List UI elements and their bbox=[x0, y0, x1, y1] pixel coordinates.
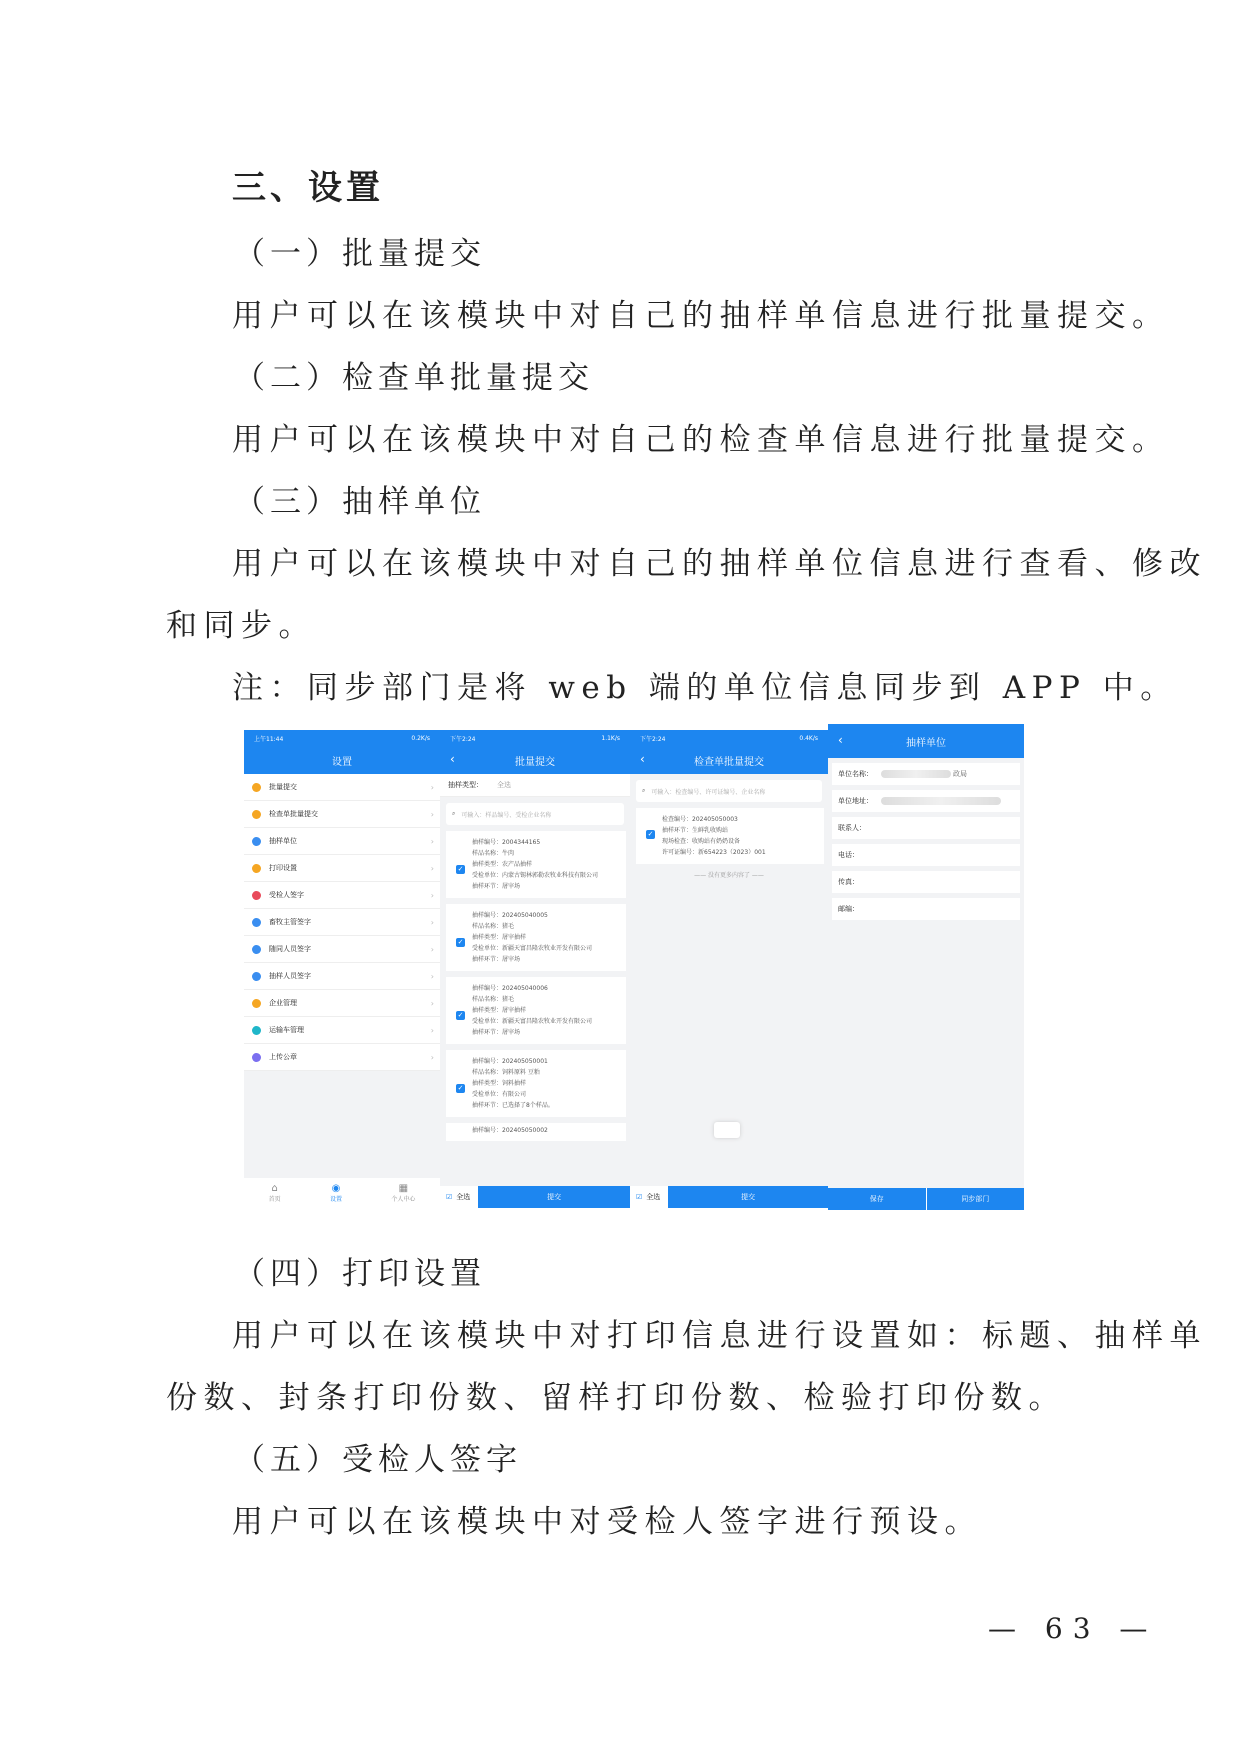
sample-name: 饲料原料 豆粕 bbox=[502, 1069, 540, 1076]
chevron-right-icon: › bbox=[430, 890, 434, 900]
type-value: 全选 bbox=[497, 781, 511, 789]
grid-icon: ▦ bbox=[398, 1183, 409, 1194]
chevron-right-icon: › bbox=[430, 1052, 434, 1062]
settings-item-label: 批量提交 bbox=[269, 783, 297, 791]
redacted-value bbox=[881, 770, 951, 778]
list-item[interactable] bbox=[446, 977, 626, 1044]
unit-name-suffix: 政局 bbox=[953, 770, 967, 778]
nav-title: 抽样单位 bbox=[906, 737, 946, 749]
status-time: 下午2:24 bbox=[450, 735, 476, 743]
batch-submit-screen bbox=[440, 730, 630, 1208]
chevron-right-icon: › bbox=[430, 971, 434, 981]
save-button[interactable]: 保存 bbox=[828, 1188, 927, 1210]
chevron-right-icon: › bbox=[430, 809, 434, 819]
sample-unit-label: 受检单位： bbox=[472, 945, 503, 952]
sample-unit: 有限公司 bbox=[502, 1091, 527, 1098]
sample-type: 屠宰抽样 bbox=[502, 1007, 527, 1014]
sample-name: 猪毛 bbox=[502, 996, 515, 1003]
select-all-label: 全选 bbox=[456, 1193, 471, 1201]
list-item[interactable] bbox=[636, 808, 824, 864]
sample-no: 202405050001 bbox=[502, 1058, 548, 1065]
unit-field[interactable] bbox=[832, 763, 1020, 785]
sample-stage-label: 抽样环节： bbox=[472, 883, 503, 890]
unit-field-label: 电话： bbox=[838, 851, 859, 859]
type-filter[interactable] bbox=[440, 774, 630, 797]
check-item: 收购站有奶奶设备 bbox=[692, 838, 741, 845]
sample-no-label: 抽样编号： bbox=[472, 839, 503, 846]
status-time: 上午11:44 bbox=[254, 735, 284, 743]
settings-icon: ◉ bbox=[331, 1183, 341, 1194]
sample-no-label: 抽样编号： bbox=[472, 1058, 503, 1065]
tab-home[interactable] bbox=[269, 1183, 281, 1203]
back-icon[interactable]: ‹ bbox=[838, 733, 843, 747]
unit-field[interactable] bbox=[832, 898, 1020, 920]
paragraph-1: 用户可以在该模块中对自己的抽样单信息进行批量提交。 bbox=[232, 298, 1170, 334]
sample-stage: 已选择了8个样品。 bbox=[502, 1102, 554, 1109]
subsection-title-5: （五）受检人签字 bbox=[234, 1442, 522, 1478]
sample-stage: 屠宰场 bbox=[502, 1029, 521, 1036]
checkbox-icon[interactable]: ✓ bbox=[457, 865, 464, 873]
nav-bar bbox=[828, 724, 1024, 758]
subsection-title-2: （二）检查单批量提交 bbox=[234, 360, 594, 396]
select-all-checkbox[interactable]: ☑ bbox=[446, 1193, 453, 1201]
settings-item-icon bbox=[252, 945, 261, 954]
unit-bottom-bar bbox=[828, 1188, 1024, 1210]
select-all-label: 全选 bbox=[646, 1193, 661, 1201]
end-of-list-text: —— 没有更多内容了 —— bbox=[694, 872, 764, 879]
unit-field-label: 传真： bbox=[838, 878, 859, 886]
check-item-label: 现场检查： bbox=[662, 838, 693, 845]
back-icon[interactable]: ‹ bbox=[640, 752, 645, 766]
tab-profile[interactable] bbox=[391, 1183, 415, 1203]
paragraph-3-line1: 用户可以在该模块中对自己的抽样单位信息进行查看、修改 bbox=[232, 546, 1207, 582]
home-icon: ⌂ bbox=[271, 1183, 278, 1194]
settings-item[interactable] bbox=[244, 828, 440, 855]
sample-name-label: 样品名称： bbox=[472, 996, 503, 1003]
settings-item-label: 抽样人员签字 bbox=[269, 972, 311, 980]
subsection-title-4: （四）打印设置 bbox=[234, 1256, 486, 1292]
sample-name: 牛肉 bbox=[502, 850, 515, 857]
redacted-value bbox=[881, 797, 1001, 805]
sync-department-button[interactable]: 同步部门 bbox=[927, 1188, 1025, 1210]
select-all-checkbox[interactable]: ☑ bbox=[636, 1193, 643, 1201]
unit-field[interactable] bbox=[832, 871, 1020, 893]
settings-item[interactable] bbox=[244, 909, 440, 936]
settings-list bbox=[244, 774, 440, 1071]
app-screenshots bbox=[244, 730, 1028, 1216]
sample-no: 202405040006 bbox=[502, 985, 548, 992]
sample-unit: 新疆天富昌隆农牧业开发有限公司 bbox=[502, 1018, 593, 1025]
settings-item[interactable] bbox=[244, 963, 440, 990]
unit-field-label: 单位地址： bbox=[838, 797, 873, 805]
check-batch-screen bbox=[630, 730, 828, 1208]
sample-name-label: 样品名称： bbox=[472, 850, 503, 857]
settings-item[interactable] bbox=[244, 1044, 440, 1071]
batch-bottom-bar bbox=[440, 1186, 630, 1208]
section-heading: 三、设置 bbox=[232, 168, 384, 208]
settings-item-label: 受检人签字 bbox=[269, 891, 304, 899]
sample-stage: 屠宰场 bbox=[502, 883, 521, 890]
search-input[interactable] bbox=[636, 780, 822, 802]
tab-settings-label: 设置 bbox=[329, 1196, 342, 1203]
settings-item-icon bbox=[252, 810, 261, 819]
search-input[interactable] bbox=[446, 803, 624, 825]
settings-item[interactable] bbox=[244, 1017, 440, 1044]
status-bar bbox=[440, 730, 630, 746]
sample-type-label: 抽样类型： bbox=[472, 1007, 503, 1014]
chevron-right-icon: › bbox=[430, 1025, 434, 1035]
sample-stage-label: 抽样环节： bbox=[472, 1029, 503, 1036]
sample-no: 202405040005 bbox=[502, 912, 548, 919]
nav-bar bbox=[630, 746, 828, 774]
paragraph-2: 用户可以在该模块中对自己的检查单信息进行批量提交。 bbox=[232, 422, 1170, 458]
unit-field-label: 邮编： bbox=[838, 905, 859, 913]
paragraph-4-line2: 份数、封条打印份数、留样打印份数、检验打印份数。 bbox=[166, 1380, 1066, 1416]
tab-home-label: 首页 bbox=[268, 1196, 281, 1203]
sample-stage-label: 抽样环节： bbox=[472, 956, 503, 963]
check-no-label: 检查编号： bbox=[662, 816, 693, 823]
sample-name-label: 样品名称： bbox=[472, 1069, 503, 1076]
settings-item[interactable] bbox=[244, 774, 440, 801]
page-number: — 63 — bbox=[988, 1612, 1158, 1645]
settings-item-icon bbox=[252, 972, 261, 981]
type-label: 抽样类型： bbox=[448, 781, 483, 789]
settings-item-label: 随同人员签字 bbox=[269, 945, 311, 953]
sample-no-label: 抽样编号： bbox=[472, 985, 503, 992]
nav-title: 设置 bbox=[332, 756, 352, 768]
tab-settings[interactable] bbox=[330, 1183, 342, 1203]
settings-item[interactable] bbox=[244, 936, 440, 963]
chevron-right-icon: › bbox=[430, 998, 434, 1008]
nav-bar bbox=[440, 746, 630, 774]
list-item[interactable] bbox=[446, 1123, 626, 1141]
sampling-unit-screen bbox=[828, 724, 1024, 1210]
settings-item-label: 运输车管理 bbox=[269, 1026, 304, 1034]
sample-name-label: 样品名称： bbox=[472, 923, 503, 930]
search-icon: ⌕ bbox=[452, 810, 456, 817]
chevron-right-icon: › bbox=[430, 944, 434, 954]
sample-type-label: 抽样类型： bbox=[472, 861, 503, 868]
card-no: 202405050002 bbox=[502, 1127, 548, 1134]
settings-item[interactable] bbox=[244, 882, 440, 909]
settings-item-icon bbox=[252, 864, 261, 873]
tab-bar bbox=[244, 1178, 440, 1208]
subsection-title-3: （三）抽样单位 bbox=[234, 484, 486, 520]
settings-item[interactable] bbox=[244, 990, 440, 1017]
checkbox-icon[interactable]: ✓ bbox=[457, 938, 464, 946]
sample-type-label: 抽样类型： bbox=[472, 1080, 503, 1087]
check-bottom-bar bbox=[630, 1186, 828, 1208]
unit-field-label: 单位名称： bbox=[838, 770, 873, 778]
unit-field[interactable] bbox=[832, 844, 1020, 866]
settings-item-label: 企业管理 bbox=[269, 999, 297, 1007]
sample-type-label: 抽样类型： bbox=[472, 934, 503, 941]
settings-item[interactable] bbox=[244, 801, 440, 828]
sample-type: 饲料抽样 bbox=[502, 1080, 527, 1087]
back-icon[interactable]: ‹ bbox=[450, 752, 455, 766]
settings-item-icon bbox=[252, 1026, 261, 1035]
check-stage: 生鲜乳收购站 bbox=[692, 827, 729, 834]
settings-item[interactable] bbox=[244, 855, 440, 882]
settings-screen bbox=[244, 730, 440, 1208]
submit-button[interactable]: 提交 bbox=[668, 1186, 828, 1208]
sample-no-label: 抽样编号： bbox=[472, 912, 503, 919]
sample-no: 2004344165 bbox=[502, 839, 541, 846]
nav-title: 批量提交 bbox=[515, 756, 555, 768]
search-placeholder: 可输入：样品编号、受检企业名称 bbox=[461, 811, 552, 819]
sample-unit-label: 受检单位： bbox=[472, 1018, 503, 1025]
settings-item-label: 检查单批量提交 bbox=[269, 810, 318, 818]
sample-name: 猪毛 bbox=[502, 923, 515, 930]
sample-list bbox=[440, 831, 630, 1117]
status-speed: 1.1K/s bbox=[601, 734, 620, 742]
nav-bar bbox=[244, 746, 440, 774]
chevron-right-icon: › bbox=[430, 782, 434, 792]
unit-field[interactable] bbox=[832, 790, 1020, 812]
paragraph-5: 用户可以在该模块中对受检人签字进行预设。 bbox=[232, 1504, 982, 1540]
settings-item-icon bbox=[252, 891, 261, 900]
checkbox-icon[interactable]: ✓ bbox=[457, 1084, 464, 1092]
unit-form bbox=[828, 763, 1024, 920]
list-item[interactable] bbox=[446, 904, 626, 971]
chevron-right-icon: › bbox=[430, 917, 434, 927]
settings-item-icon bbox=[252, 999, 261, 1008]
unit-field-label: 联系人： bbox=[838, 824, 866, 832]
list-item[interactable] bbox=[446, 831, 626, 898]
sample-unit: 新疆天富昌隆农牧业开发有限公司 bbox=[502, 945, 593, 952]
card-no-label: 抽样编号： bbox=[472, 1127, 503, 1134]
settings-item-label: 抽样单位 bbox=[269, 837, 297, 845]
paragraph-3-line2: 和同步。 bbox=[166, 608, 316, 644]
sample-unit-label: 受检单位： bbox=[472, 1091, 503, 1098]
settings-item-icon bbox=[252, 1053, 261, 1062]
status-bar bbox=[630, 730, 828, 746]
sample-stage: 屠宰场 bbox=[502, 956, 521, 963]
checkbox-icon[interactable]: ✓ bbox=[647, 830, 654, 838]
note-paragraph: 注：同步部门是将 web 端的单位信息同步到 APP 中。 bbox=[232, 670, 1178, 706]
sample-type: 屠宰抽样 bbox=[502, 934, 527, 941]
settings-item-icon bbox=[252, 918, 261, 927]
settings-item-label: 上传公章 bbox=[269, 1053, 297, 1061]
search-placeholder: 可输入：检查编号、许可证编号、企业名称 bbox=[651, 788, 766, 796]
checkbox-icon[interactable]: ✓ bbox=[457, 1011, 464, 1019]
settings-item-label: 打印设置 bbox=[269, 864, 297, 872]
chevron-right-icon: › bbox=[430, 863, 434, 873]
status-time: 下午2:24 bbox=[640, 735, 666, 743]
check-stage-label: 抽样环节： bbox=[662, 827, 693, 834]
nav-title: 检查单批量提交 bbox=[694, 756, 764, 768]
search-icon: ⌕ bbox=[642, 787, 646, 794]
sample-unit: 内蒙古锡林郭勒农牧业科技有限公司 bbox=[502, 872, 599, 879]
list-item[interactable] bbox=[446, 1050, 626, 1117]
settings-item-icon bbox=[252, 783, 261, 792]
status-speed: 0.4K/s bbox=[799, 734, 818, 742]
subsection-title-1: （一）批量提交 bbox=[234, 236, 486, 272]
check-license: 新654223（2023）001 bbox=[698, 849, 766, 856]
paragraph-4-line1: 用户可以在该模块中对打印信息进行设置如：标题、抽样单 bbox=[232, 1318, 1207, 1354]
submit-button[interactable]: 提交 bbox=[478, 1186, 630, 1208]
settings-item-label: 畜牧主管签字 bbox=[269, 918, 311, 926]
unit-field[interactable] bbox=[832, 817, 1020, 839]
check-no: 202405050003 bbox=[692, 816, 738, 823]
check-license-label: 许可证编号： bbox=[662, 849, 699, 856]
chevron-right-icon: › bbox=[430, 836, 434, 846]
toast bbox=[714, 1122, 740, 1138]
sample-type: 农产品抽样 bbox=[502, 861, 533, 868]
status-speed: 0.2K/s bbox=[411, 734, 430, 742]
sample-stage-label: 抽样环节： bbox=[472, 1102, 503, 1109]
settings-item-icon bbox=[252, 837, 261, 846]
tab-profile-label: 个人中心 bbox=[391, 1196, 416, 1203]
sample-unit-label: 受检单位： bbox=[472, 872, 503, 879]
status-bar bbox=[244, 730, 440, 746]
